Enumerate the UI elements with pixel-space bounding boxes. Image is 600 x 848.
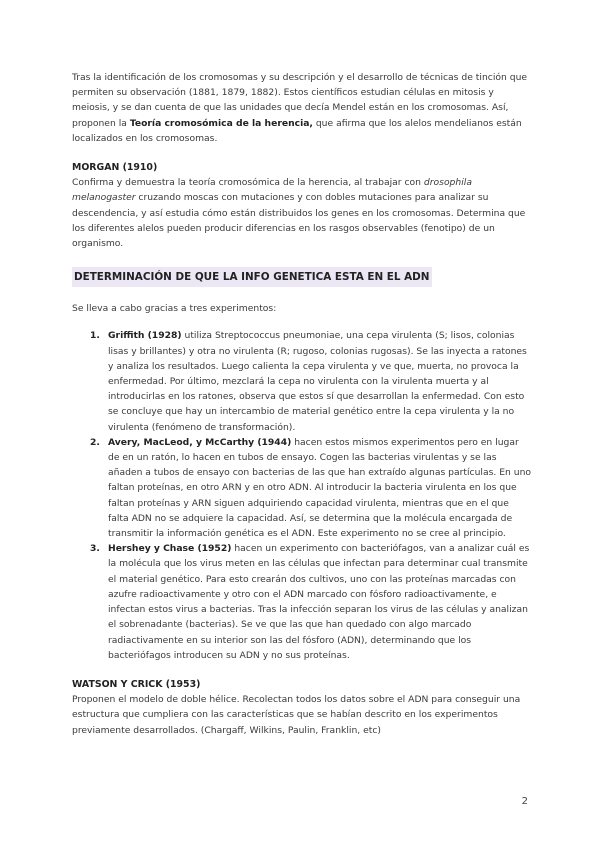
list-item: 2. Avery, MacLeod, y McCarthy (1944) hacen estos mismos experimentos pero en lugar de en un ratón, lo hacen en tubos de ensayo. Cogen las bacterias virulentas y se las añaden a tubos de ensayo con bacterias de las que han extraído algunas partículas. En uno faltan proteínas, en otro ARN y en otro ADN. Al introducir la bacteria virulenta en los que faltan proteínas y ARN siguen adquiriendo capacidad virulenta, mientras que en el que falta ADN no se adquiere la capacidad. Así, se determina que la molécula encargada de transmitir la información genética es el ADN. Este experimento no se cree al principio. (90, 436, 532, 540)
experiment-author: Hershey y Chase (1952) (108, 543, 232, 555)
experiment-author: Avery, MacLeod, y McCarthy (1944) (108, 436, 292, 448)
experiments-list (72, 328, 532, 662)
section-title: DETERMINACIÓN DE QUE LA INFO GENETICA ESTA EN EL ADN (72, 267, 432, 287)
morgan-section (72, 160, 532, 251)
list-item: 1. Griffith (1928) utiliza Streptococcus pneumoniae, una cepa virulenta (S; lisos, colonias lisas y brillantes) y otra no virulenta (R; rugoso, colonias rugosas). Se las inyecta a ratones y analiza los resultados. Luego calienta la cepa virulenta y ve que, muerta, no provoca la enfermedad. Por último, mezclará la cepa no virulenta con la virulenta muerta y al introducirlas en los ratones, observa que estos sí que desarrollan la enfermedad. Con esto se concluye que hay un intercambio de material genético entre la cepa virulenta y la no virulenta (fenómeno de transformación). (90, 330, 527, 433)
morgan-species: drosophila melanogaster (72, 177, 472, 204)
intro-bold-term: Teoría cromosómica de la herencia, (129, 117, 313, 129)
experiment-author: Griffith (1928) (108, 330, 182, 342)
watson-heading: WATSON Y CRICK (1953) (72, 678, 201, 690)
morgan-heading: MORGAN (1910) (72, 162, 158, 174)
section-title-wrap (72, 265, 532, 287)
page-number: 2 (521, 796, 528, 807)
intro-paragraph: Tras la identificación de los cromosomas y su descripción y el desarrollo de técnicas de tinción que permiten su observación (1881, 1879, 1882). Estos científicos estudian células en mitosis y meiosis, y se dan cuenta de que las unidades que decía Mendel están en los cromosomas. Así, proponen la Teoría cromosómica de la herencia, que afirma que los alelos mendelianos están localizados en los cromosomas. (72, 72, 528, 144)
lead-text: Se lleva a cabo gracias a tres experimentos: (72, 303, 277, 315)
watson-paragraph: Proponen el modelo de doble hélice. Recolectan todos los datos sobre el ADN para conseguir una estructura que cumpliera con las características que se habían descrito en los experimentos previamente desarrollados. (Chargaff, Wilkins, Paulin, Franklin, etc) (72, 694, 521, 736)
morgan-paragraph: Confirma y demuestra la teoría cromosómica de la herencia, al trabajar con drosophila melanogaster cruzando moscas con mutaciones y con dobles mutaciones para analizar su descendencia, y así estudia cómo están distribuidos los genes en los cromosomas. Determina que los diferentes alelos pueden producir diferencias en los rasgos observables (fenotipo) de un organismo. (72, 177, 526, 250)
watson-section (72, 677, 532, 738)
document-page (72, 70, 532, 738)
list-item: 3. Hershey y Chase (1952) hacen un experimento con bacteriófagos, van a analizar cuál es la molécula que los virus meten en las células que infectan para determinar cual transmite el material genético. Para esto crearán dos cultivos, uno con las proteínas marcadas con azufre radioactivamente y otro con el ADN marcado con fósforo radioactivamente, e infectan estos virus a bacterias. Tras la infección separan los virus de las células y analizan el sobrenadante (bacterias). Se ve que las que han quedado con algo marcado radiactivamente en su interior son las del fósforo (ADN), determinando que los bacteriófagos introducen su ADN y no sus proteínas. (90, 543, 530, 661)
